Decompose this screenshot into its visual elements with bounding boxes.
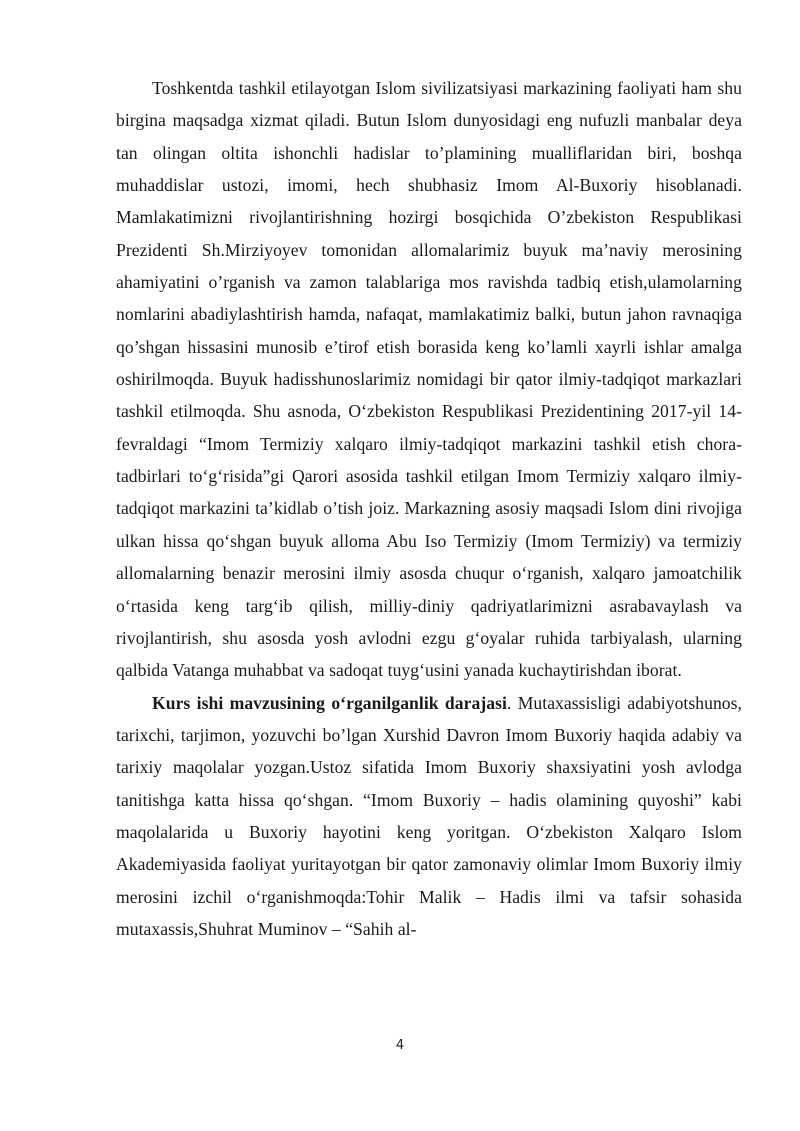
paragraph-intro: Toshkentda tashkil etilayotgan Islom sivilizatsiyasi markazining faoliyati ham shu birgina maqsadga xizmat qiladi. Butun Islom dunyosidagi eng nufuzli manbalar deya tan olingan oltita ishonchli hadislar to’plamining mualliflaridan biri, boshqa muhaddislar ustozi, imomi, hech shubhasiz Imom Al-Buxoriy hisoblanadi. Mamlakatimizni rivojlantirishning hozirgi bosqichida O’zbekiston Respublikasi Prezidenti Sh.Mirziyoyev tomonidan allomalarimiz buyuk ma’naviy merosining ahamiyatini o’rganish va zamon talablariga mos ravishda tadbiq etish,ulamolarning nomlarini abadiylashtirish hamda, nafaqat, mamlakatimiz balki, butun jahon ravnaqiga qo’shgan hissasini munosib e’tirof etish borasida keng ko’lamli xayrli ishlar amalga oshirilmoqda. Buyuk hadisshunoslarimiz nomidagi bir qator ilmiy-tadqiqot markazlari tashkil etilmoqda. Shu asnoda, O‘zbekiston Respublikasi Prezidentining 2017-yil 14-fevraldagi “Imom Termiziy xalqaro ilmiy-tadqiqot markazini tashkil etish chora-tadbirlari to‘g‘risida”gi Qarori asosida tashkil etilgan Imom Termiziy xalqaro ilmiy-tadqiqot markazini ta’kidlab o’tish joiz. Markazning asosiy maqsadi Islom dini rivojiga ulkan hissa qo‘shgan buyuk alloma Abu Iso Termiziy (Imom Termiziy) va termiziy allomalarning benazir merosini ilmiy asosda chuqur o‘rganish, xalqaro jamoatchilik o‘rtasida keng targ‘ib qilish, milliy-diniy qadriyatlarimizni asrabavaylash va rivojlantirish, shu asosda yosh avlodni ezgu g‘oyalar ruhida tarbiyalash, ularning qalbida Vatanga muhabbat va sadoqat tuyg‘usini yanada kuchaytirishdan iborat.: [116, 78, 742, 681]
page-number: 4: [395, 1038, 405, 1053]
section-heading-inline: Kurs ishi mavzusining o‘rganilganlik darajasi: [152, 692, 507, 713]
paragraph-research-body: Mutaxassisligi adabiyotshunos, tarixchi, tarjimon, yozuvchi bo’lgan Xurshid Davron Imom Buxoriy haqida adabiy va tarixiy maqolalar yozgan.Ustoz sifatida Imom Buxoriy shaxsiyatini yosh avlodga tanitishga katta hissa qo‘shgan. “Imom Buxoriy – hadis olamining quyoshi” kabi maqolalarida u Buxoriy hayotini keng yoritgan. O‘zbekiston Xalqaro Islom Akademiyasida faoliyat yuritayotgan bir qator zamonaviy olimlar Imom Buxoriy ilmiy merosini izchil o‘rganishmoqda:Tohir Malik – Hadis ilmi va tafsir sohasida mutaxassis,Shuhrat Muminov – “Sahih al-: [116, 692, 742, 939]
body-text: [116, 72, 742, 945]
paragraph-research-level: [116, 687, 742, 946]
heading-period: .: [506, 692, 512, 713]
